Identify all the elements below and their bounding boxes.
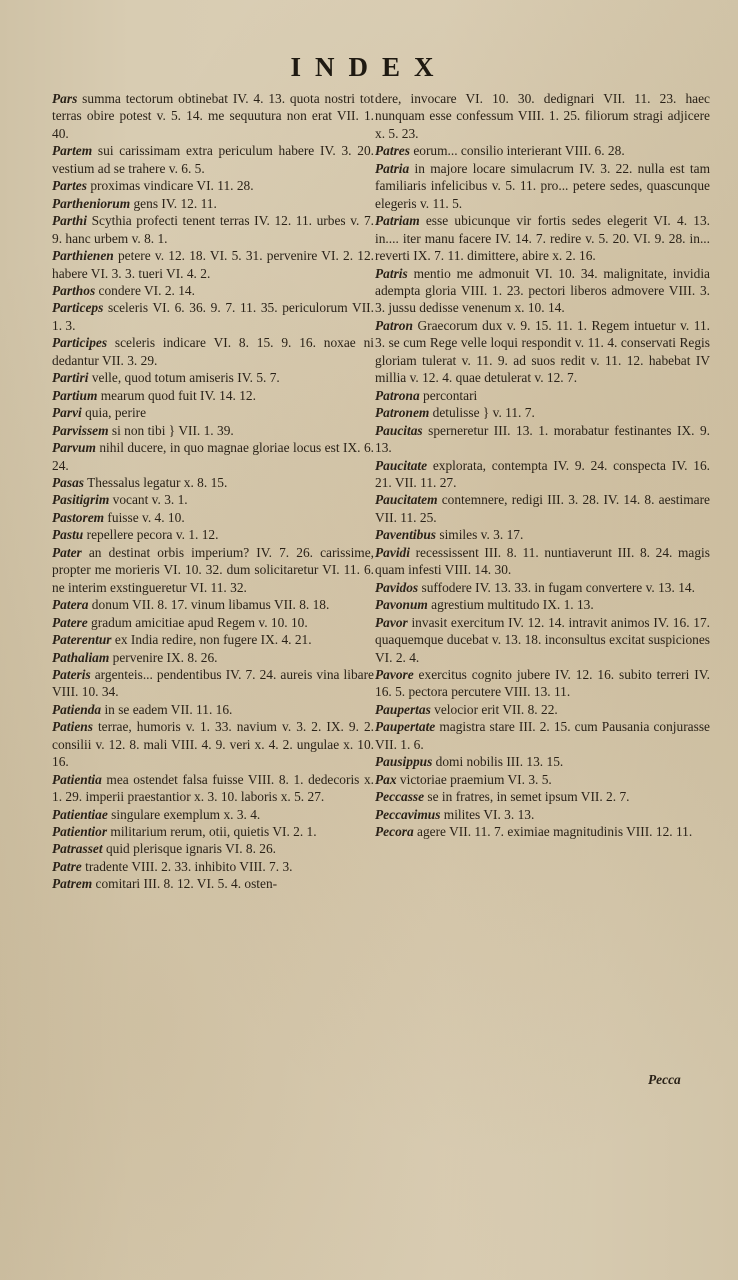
index-entry [375,771,710,788]
index-entry [375,90,710,142]
entry-references: gradum amicitiae apud Regem v. 10. 10. [87,614,308,630]
index-entry [52,666,374,701]
entry-references: summa tectorum obtinebat IV. 4. 13. quota nostri tot terras obire potest v. 5. 14. me sequutura non erat VII. 1. 40. [52,91,374,141]
entry-headword: Pastorem [52,509,105,525]
index-entry [375,579,710,596]
index-entry [52,195,374,212]
index-entry [52,422,374,439]
entry-headword: Partem [52,143,93,159]
index-entry [52,334,374,369]
entry-references: mea ostendet falsa fuisse VIII. 8. 1. dedecoris x. 1. 29. imperii praestantior x. 3. 10. laboris x. 5. 27. [52,771,374,805]
entry-headword: Pathaliam [52,649,110,665]
entry-headword: Partheniorum [52,195,131,211]
entry-headword: Pater [52,544,82,560]
entry-references: milites VI. 3. 13. [440,806,535,822]
entry-headword: Patientior [52,824,108,840]
entry-references: quid plerisque ignaris VI. 8. 26. [102,841,277,857]
entry-references: fuisse v. 4. 10. [104,509,185,525]
index-entry [52,806,374,823]
index-entry [375,457,710,492]
entry-headword: Paterentur [52,632,112,648]
entry-headword: Pasas [52,474,84,490]
page-header: INDEX [290,52,448,82]
entry-references: si non tibi } VII. 1. 39. [108,422,234,438]
entry-references: an destinat orbis imperium? IV. 7. 26. carissime, propter me morieris VI. 10. 32. dum solicitaretur VI. 11. 6. ne interim exstingueretur VI. 11. 32. [52,544,374,595]
entry-references: percontari [419,387,478,403]
entry-references: exercitus cognito jubere IV. 12. 16. subito terreri IV. 16. 5. pectora percutere VIII. 13. 11. [375,666,710,700]
index-entry [52,369,374,386]
entry-references: proximas vindicare VI. 11. 28. [86,178,254,194]
entry-headword: Patienda [52,701,102,717]
entry-headword: Patron [375,317,413,333]
entry-headword: Pavidi [375,544,410,560]
index-entry [375,666,710,701]
index-entry [375,753,710,770]
entry-references: militarium rerum, otii, quietis VI. 2. 1. [107,824,317,840]
right-column [375,90,710,840]
entry-references: victoriae praemium VI. 3. 5. [396,771,552,787]
entry-headword: Pars [52,91,78,106]
index-entry [52,701,374,718]
index-entry [375,701,710,718]
entry-references: petere v. 12. 18. VI. 5. 31. pervenire VI. 2. 12. habere VI. 3. 3. tueri VI. 4. 2. [52,248,374,281]
entry-references: vocant v. 3. 1. [109,492,188,508]
index-entry [52,771,374,806]
index-entry [375,788,710,805]
entry-references: contemnere, redigi III. 3. 28. IV. 14. 8. aestimare VII. 11. 25. [375,492,710,525]
entry-references: esse ubicunque vir fortis sedes elegerit VI. 4. 13. in.... iter manu facere IV. 14. 7. redire v. 5. 20. VI. 9. 28. in... reverti IX. 7. 11. dimittere, abire x. 2. 16. [375,213,710,264]
entry-headword: Patris [375,265,408,281]
entry-headword: Paupertate [375,719,436,735]
entry-headword: Patria [375,160,410,176]
index-entry [375,212,710,264]
entry-headword: Pecora [375,824,414,840]
entry-headword: Participes [52,335,108,351]
entry-headword: Pastu [52,527,84,543]
entry-headword: Patres [375,143,410,159]
entry-headword: Pax [375,771,397,787]
index-entry [375,160,710,212]
index-entry [52,404,374,421]
index-entry [375,142,710,159]
entry-headword: Parvi [52,405,82,421]
index-entry [52,544,374,596]
entry-references: in se eadem VII. 11. 16. [101,701,233,717]
index-entry [52,439,374,474]
entry-headword: Patientia [52,771,102,787]
index-entry [52,823,374,840]
index-entry [375,404,710,421]
entry-headword: Patera [52,597,89,613]
index-entry [52,282,374,299]
index-entry [52,596,374,613]
entry-headword: Patere [52,614,88,630]
entry-headword: Peccavimus [375,806,441,822]
entry-headword: Paucitatem [375,492,438,508]
entry-references: terrae, humoris v. 1. 33. navium v. 3. 2. IX. 9. 2. consilii v. 12. 8. mali VIII. 4. 9. veri x. 4. 2. ungulae x. 10. 16. [52,719,374,770]
index-entry [52,614,374,631]
entry-references: velle, quod totum amiseris IV. 5. 7. [88,370,280,386]
entry-headword: Parvum [52,440,96,456]
entry-references: magistra stare III. 2. 15. cum Pausania conjurasse VII. 1. 6. [375,719,710,752]
index-entry [52,474,374,491]
entry-references: suffodere IV. 13. 33. in fugam convertere v. 13. 14. [418,579,695,595]
entry-headword: Pavonum [375,597,428,613]
entry-references: similes v. 3. 17. [436,527,524,543]
index-entry [375,614,710,666]
index-entry [375,491,710,526]
index-entry [52,387,374,404]
entry-headword: Patrem [52,876,93,892]
entry-references: Graecorum dux v. 9. 15. 11. 1. Regem intuetur v. 11. 3. se cum Rege velle loqui respondit v. 11. 4. conservati Regis gloriam tulerat v. 11. 9. ad suos redit v. 11. 12. habebat IV millia v. 12. 4. quae detulerat v. 12. 7. [375,317,710,386]
entry-headword: Pavidos [375,579,419,595]
entry-references: velocior erit VII. 8. 22. [430,701,558,717]
entry-references: invasit exercitum IV. 12. 14. intravit animos IV. 16. 17. quaquemque ducebat v. 13. 18. inconsultus excitat suspiciones VI. 2. 4. [375,614,710,665]
entry-headword: Parthienen [52,248,114,264]
index-entry [52,858,374,875]
entry-references: comitari III. 8. 12. VI. 5. 4. osten- [92,876,278,892]
index-entry [52,840,374,857]
entry-headword: Partes [52,178,87,194]
entry-references: agrestium multitudo IX. 1. 13. [427,597,594,613]
entry-references: donum VII. 8. 17. vinum libamus VII. 8. 18. [88,597,330,613]
index-entry [52,247,374,282]
entry-references: ex India redire, non fugere IX. 4. 21. [111,632,312,648]
entry-headword: Particeps [52,300,104,316]
index-entry [52,90,374,142]
entry-headword: Paucitas [375,422,423,438]
index-entry [375,526,710,543]
index-entry [52,177,374,194]
index-entry [52,491,374,508]
entry-references: quia, perire [81,405,147,421]
entry-headword: Pateris [52,666,91,682]
index-entry [52,212,374,247]
index-entry [375,422,710,457]
index-entry [52,875,374,892]
entry-references: Thessalus legatur x. 8. 15. [84,474,228,490]
entry-headword: Paucitate [375,457,428,473]
index-entry [52,509,374,526]
entry-references: sceleris VI. 6. 36. 9. 7. 11. 35. periculorum VII. 1. 3. [52,300,374,333]
entry-references: detulisse } v. 11. 7. [429,405,535,421]
index-entry [52,631,374,648]
index-entry [375,823,710,840]
entry-headword: Patriam [375,213,420,229]
entry-references: in majore locare simulacrum IV. 3. 22. nulla est tam familiaris infelicibus v. 5. 11. pro... petere sedes, quascunque elegeris v. 11. 5. [375,160,710,211]
left-column [52,90,374,893]
index-entry [375,387,710,404]
entry-headword: Patiens [52,719,93,735]
entry-references: mearum quod fuit IV. 14. 12. [97,387,256,403]
catchword: Pecca [648,1072,681,1087]
entry-references: domi nobilis III. 13. 15. [432,754,564,770]
entry-references: sui carissimam extra periculum habere IV. 3. 20. vestium ad se trahere v. 6. 5. [52,143,374,176]
index-entry [52,649,374,666]
index-entry [375,718,710,753]
entry-headword: Partiri [52,370,89,386]
entry-references: agere VII. 11. 7. eximiae magnitudinis VIII. 12. 11. [413,824,693,840]
entry-references: explorata, contempta IV. 9. 24. conspecta IV. 16. 21. VII. 11. 27. [375,457,710,490]
index-entry [375,265,710,317]
entry-references: repellere pecora v. 1. 12. [83,527,219,543]
index-entry [375,317,710,387]
index-entry [52,142,374,177]
entry-references: dere, invocare VI. 10. 30. dedignari VII. 11. 23. haec nunquam esse confessum VIII. 1. 25. filiorum stragi adjicere x. 5. 23. [375,91,710,141]
index-entry [52,718,374,770]
index-entry [375,544,710,579]
entry-headword: Patrasset [52,841,103,857]
entry-references: Scythia profecti tenent terras IV. 12. 11. urbes v. 7. 9. hanc urbem v. 8. 1. [52,213,374,246]
entry-headword: Parthi [52,213,87,229]
entry-headword: Pavore [375,666,414,682]
entry-headword: Parvissem [52,422,109,438]
entry-references: nihil ducere, in quo magnae gloriae locus est IX. 6. 24. [52,440,374,473]
entry-headword: Parthos [52,282,96,298]
index-entry [375,806,710,823]
entry-references: pervenire IX. 8. 26. [109,649,218,665]
entry-references: argenteis... pendentibus IV. 7. 24. aureis vina libare VIII. 10. 34. [52,666,374,700]
entry-headword: Peccasse [375,789,425,805]
entry-references: tradente VIII. 2. 33. inhibito VIII. 7. 3. [81,858,293,874]
entry-headword: Pasitigrim [52,492,110,508]
entry-headword: Paventibus [375,527,437,543]
entry-references: sperneretur III. 13. 1. morabatur festinantes IX. 9. 13. [375,422,710,456]
entry-headword: Patronem [375,405,430,421]
entry-headword: Patrona [375,387,420,403]
entry-references: mentio me admonuit VI. 10. 34. malignitate, invidia adempta gloria VIII. 1. 23. pectori liberos admovere VIII. 3. 3. jussu dedisse venenum x. 10. 14. [375,265,710,316]
index-entry [375,596,710,613]
entry-references: singulare exemplum x. 3. 4. [107,806,261,822]
entry-headword: Patre [52,858,82,874]
index-entry [52,299,374,334]
entry-headword: Pavor [375,614,408,630]
entry-references: se in fratres, in semet ipsum VII. 2. 7. [424,789,630,805]
entry-headword: Paupertas [375,701,431,717]
entry-references: eorum... consilio interierant VIII. 6. 28. [409,143,625,159]
entry-references: gens IV. 12. 11. [130,195,217,211]
entry-headword: Patientiae [52,806,108,822]
entry-references: recessissent III. 8. 11. nuntiaverunt III. 8. 24. magis quam infesti VIII. 14. 30. [375,544,710,578]
entry-headword: Partium [52,387,98,403]
entry-headword: Pausippus [375,754,433,770]
index-entry [52,526,374,543]
entry-references: condere VI. 2. 14. [95,282,195,298]
entry-references: sceleris indicare VI. 8. 15. 9. 16. noxae ni dedantur VII. 3. 29. [52,335,374,368]
